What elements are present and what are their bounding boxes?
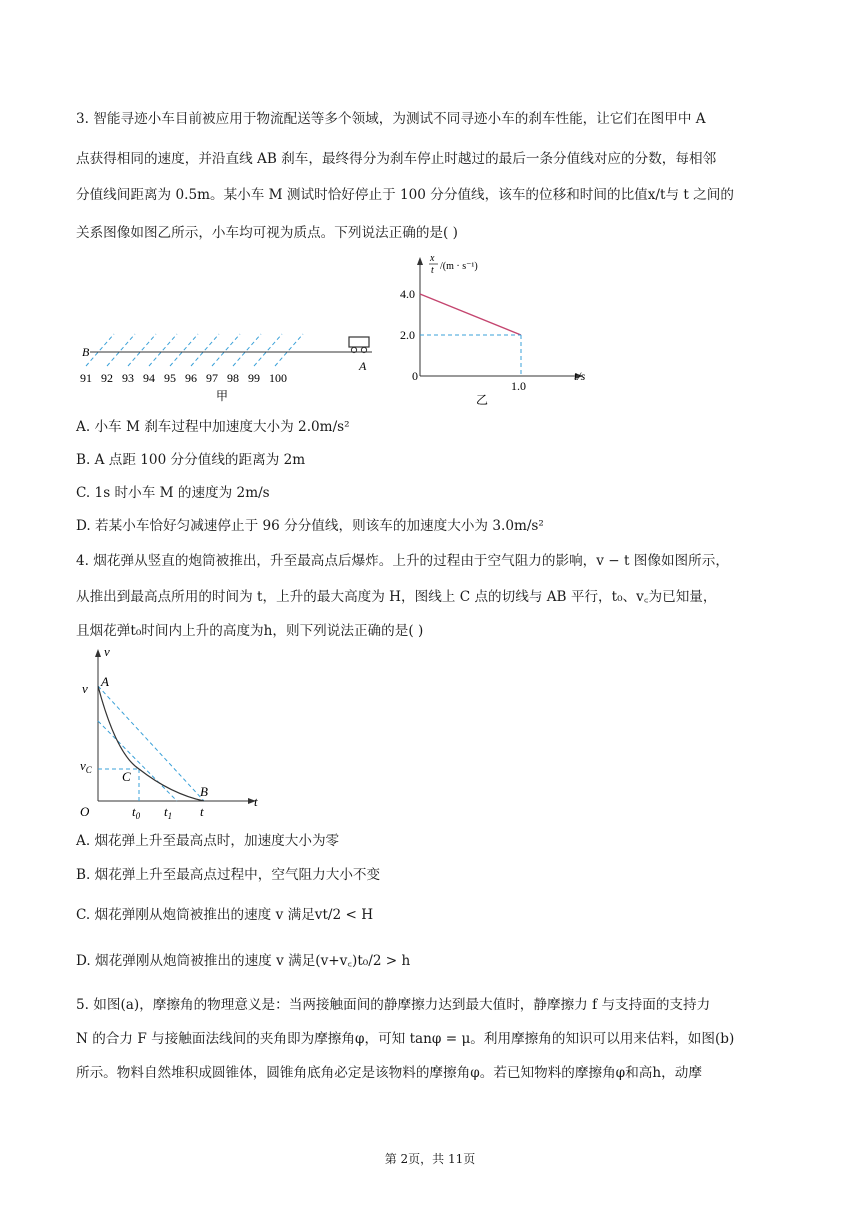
fig-a-tick: 100 xyxy=(269,371,287,385)
fig-b-xlabel: t/s xyxy=(574,369,586,383)
fig-b-xtick: 1.0 xyxy=(511,379,526,393)
fig-vt-ylabel: v xyxy=(104,644,110,659)
fig-b-ytick-2: 2.0 xyxy=(400,328,415,342)
fig-b-ylabel-num: x xyxy=(430,253,435,264)
fig-b-ytick-0: 0 xyxy=(412,369,418,383)
fig-vt-xlabel: t xyxy=(254,794,258,809)
fig-a-tick: 96 xyxy=(185,371,197,385)
q3-option-a[interactable]: A. 小车 M 刹车过程中加速度大小为 2.0m/s² xyxy=(76,419,350,435)
q3-line-3: 分值线间距离为 0.5m。某小车 M 测试时恰好停止于 100 分分值线，该车的位移和时间的比值x/t与 t 之间的 xyxy=(76,187,734,203)
page-footer: 第 2页，共 11页 xyxy=(384,1152,476,1166)
fig-a-tick: 93 xyxy=(122,371,134,385)
fig-a-tick: 94 xyxy=(143,371,155,385)
q4-option-c[interactable]: C. 烟花弹刚从炮筒被推出的速度 v 满足vt/2 < H xyxy=(76,907,374,923)
fig-vt-c: C xyxy=(122,769,131,784)
fig-vt-t0: $t_0$ xyxy=(132,804,141,821)
q3-line-2: 点获得相同的速度，并沿直线 AB 刹车，最终得分为刹车停止时越过的最后一条分值线对应的分数，每相邻 xyxy=(76,151,717,167)
q3-line-1: 3. 智能寻迹小车目前被应用于物流配送等多个领域，为测试不同寻迹小车的刹车性能，让它们在图甲中 A xyxy=(76,111,706,127)
q5-line-1: 5. 如图(a)，摩擦角的物理意义是：当两接触面间的静摩擦力达到最大值时，静摩擦力 f 与支持面的支持力 xyxy=(76,997,711,1013)
fig-a-label-b: B xyxy=(82,345,90,359)
q4-option-d[interactable]: D. 烟花弹刚从炮筒被推出的速度 v 满足(v+v꜀)t₀/2 > h xyxy=(76,953,411,969)
fig-a-tick: 95 xyxy=(164,371,176,385)
q4-option-a[interactable]: A. 烟花弹上升至最高点时，加速度大小为零 xyxy=(76,833,340,849)
fig-a-caption: 甲 xyxy=(216,389,229,403)
fig-a-tick: 97 xyxy=(206,371,218,385)
q3-figure-b xyxy=(398,252,598,407)
q4-vt-figure xyxy=(76,644,276,824)
fig-b-caption: 乙 xyxy=(476,393,489,407)
fig-vt-t: t xyxy=(200,804,204,819)
q5-line-2: N 的合力 F 与接触面法线间的夹角即为摩擦角φ，可知 tanφ = μ。利用摩擦角的知识可以用来估料，如图(b) xyxy=(76,1031,735,1047)
fig-vt-b: B xyxy=(200,784,208,799)
q4-line-1: 4. 烟花弹从竖直的炮筒被推出，升至最高点后爆炸。上升的过程由于空气阻力的影响，v − t 图像如图所示， xyxy=(76,553,729,569)
fig-b-ylabel-den: t xyxy=(431,265,434,276)
fig-a-tick: 91 xyxy=(80,371,92,385)
fig-b-ytick-4: 4.0 xyxy=(400,287,415,301)
fig-a-tick: 92 xyxy=(101,371,113,385)
q4-line-2: 从推出到最高点所用的时间为 t，上升的最大高度为 H，图线上 C 点的切线与 AB 平行，t₀、v꜀为已知量， xyxy=(76,589,717,605)
fig-vt-origin: O xyxy=(80,804,90,819)
q3-line-4: 关系图像如图乙所示，小车均可视为质点。下列说法正确的是( ) xyxy=(76,225,458,241)
fig-vt-v: v xyxy=(82,681,88,696)
fig-vt-a: A xyxy=(101,674,109,689)
q4-line-3: 且烟花弹t₀时间内上升的高度为h，则下列说法正确的是( ) xyxy=(76,623,424,639)
q3-figure-a xyxy=(76,320,386,410)
fig-a-tick: 98 xyxy=(227,371,239,385)
q3-option-c[interactable]: C. 1s 时小车 M 的速度为 2m/s xyxy=(76,485,270,501)
q3-option-b[interactable]: B. A 点距 100 分分值线的距离为 2m xyxy=(76,452,306,468)
fig-vt-t1: $t_1$ xyxy=(164,804,173,821)
q5-line-3: 所示。物料自然堆积成圆锥体，圆锥角底角必定是该物料的摩擦角φ。若已知物料的摩擦角φ和高h，动摩 xyxy=(76,1065,702,1081)
fig-vt-vc: $v_C$ xyxy=(80,758,92,775)
q3-option-d[interactable]: D. 若某小车恰好匀减速停止于 96 分分值线，则该车的加速度大小为 3.0m/s² xyxy=(76,518,544,534)
q4-option-b[interactable]: B. 烟花弹上升至最高点过程中，空气阻力大小不变 xyxy=(76,867,381,883)
fig-a-label-a: A xyxy=(359,359,367,373)
fig-a-tick: 99 xyxy=(248,371,260,385)
fig-b-ylabel-unit: /(m · s⁻¹) xyxy=(440,261,478,272)
